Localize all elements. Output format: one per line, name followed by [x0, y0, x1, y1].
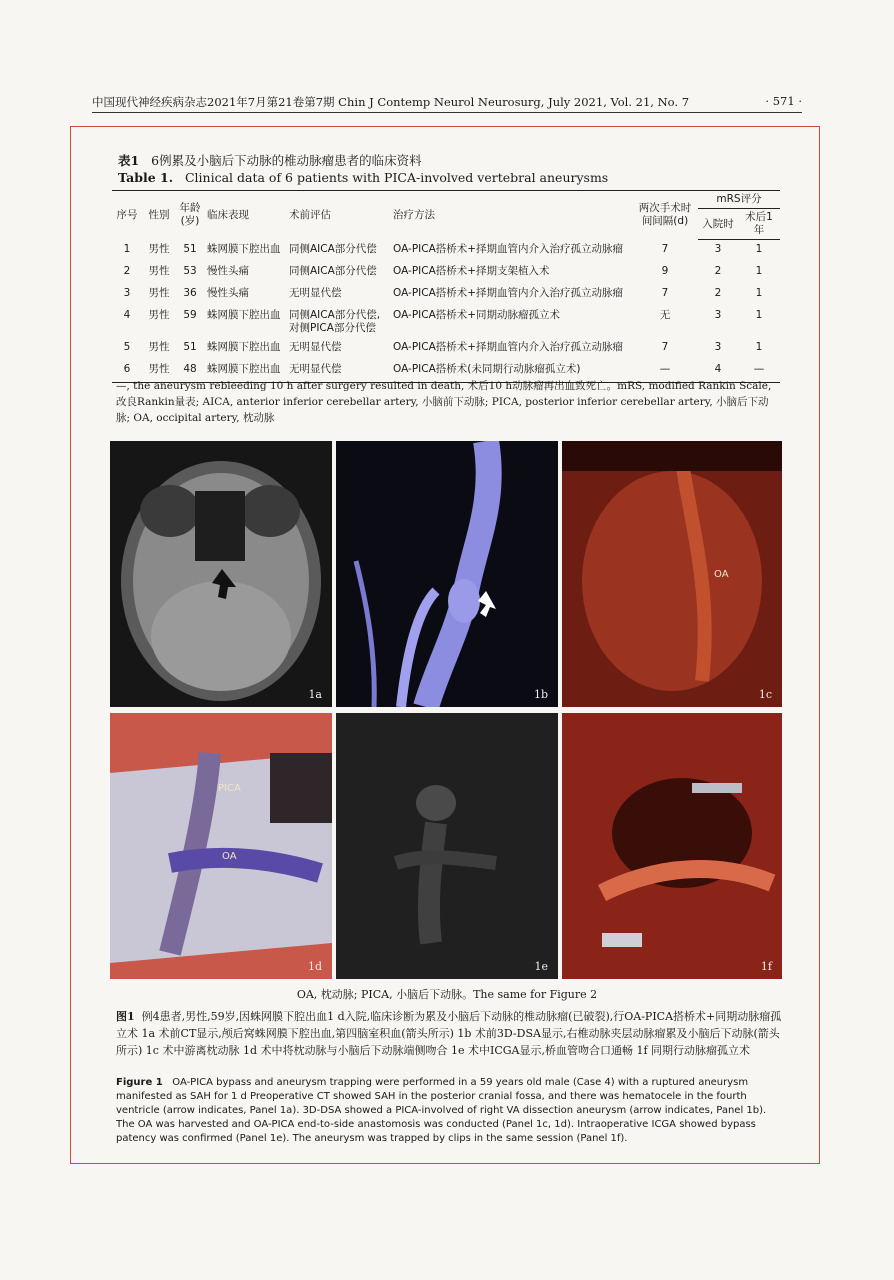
cell-mrs-post: 1	[755, 309, 763, 321]
cell-mrs-post: —	[738, 360, 780, 383]
table-row	[112, 240, 780, 263]
cell-treatment: OA-PICA搭桥术+择期支架植入术	[393, 265, 550, 277]
cell-interval: 7	[661, 287, 669, 299]
figure-panel-1a-ct	[110, 441, 332, 707]
cell-mrs-admit: 3	[714, 341, 722, 353]
cell-treatment: OA-PICA搭桥术+同期动脉瘤孤立术	[393, 309, 561, 321]
cell-mrs-post: 1	[755, 265, 763, 277]
cell-sex: 男性	[148, 309, 170, 321]
cell-clinical: 蛛网膜下腔出血	[204, 360, 286, 383]
cell-age: 53	[183, 265, 197, 277]
header-clinical: 临床表现	[204, 191, 286, 240]
figure-panel-1f-trapping	[562, 713, 782, 979]
cell-mrs-post: 1	[755, 341, 763, 353]
cell-interval: 7	[661, 341, 669, 353]
dsa-image	[336, 441, 558, 707]
cell-clinical: 慢性头痛	[207, 287, 249, 299]
table-title-en-text: Clinical data of 6 patients with PICA-involved vertebral aneurysms	[184, 170, 609, 185]
table-title-en	[118, 170, 608, 185]
header-sex: 性别	[142, 191, 176, 240]
cell-no: 4	[123, 309, 131, 321]
figure-label-en: Figure 1	[116, 1077, 163, 1088]
cell-mrs-admit: 2	[714, 287, 722, 299]
cell-sex: 男性	[148, 341, 170, 353]
cell-sex: 男性	[148, 242, 170, 255]
table-label-zh: 表1	[118, 153, 140, 168]
cell-no: 1	[123, 242, 131, 255]
cell-mrs-admit: 3	[714, 243, 722, 255]
cell-clinical: 蛛网膜下腔出血	[207, 309, 281, 321]
surgical-image-clips	[562, 713, 782, 979]
header-mrs: mRS评分	[698, 191, 780, 209]
label-oa: OA	[714, 569, 729, 580]
cell-age: 48	[176, 360, 204, 383]
figure-panel-1b-dsa	[336, 441, 558, 707]
table-title-zh-text: 6例累及小脑后下动脉的椎动脉瘤患者的临床资料	[151, 153, 422, 168]
table-row	[112, 262, 780, 284]
cell-treatment: OA-PICA搭桥术(未同期行动脉瘤孤立术)	[390, 360, 632, 383]
cell-clinical: 慢性头痛	[207, 265, 249, 277]
cell-age: 51	[183, 341, 197, 353]
journal-citation: 中国现代神经疾病杂志2021年7月第21卷第7期 Chin J Contemp Neurol Neurosurg, July 2021, Vol. 21, No. 7	[92, 95, 690, 109]
cell-clinical: 蛛网膜下腔出血	[207, 242, 281, 255]
figure-panel-1c-surgery	[562, 441, 782, 707]
table-title-zh	[118, 151, 422, 169]
cell-no: 5	[123, 341, 131, 353]
table-row	[112, 338, 780, 360]
figure-label-zh: 图1	[116, 1010, 135, 1023]
panel-label: 1e	[534, 960, 548, 973]
panel-label: 1b	[533, 688, 548, 701]
figure-caption-zh-text: 例4患者,男性,59岁,因蛛网膜下腔出血1 d入院,临床诊断为累及小脑后下动脉的椎动脉瘤(已破裂),行OA-PICA搭桥术+同期动脉瘤孤立术 1a 术前CT显示,颅后窝蛛网膜下腔出血,第四脑室积血(箭头所示) 1b 术前3D-DSA显示,右椎动脉夹层动脉瘤累及小脑后下动脉(箭头所示) 1c 术中游离枕动脉 1d 术中将枕动脉与小脑后下动脉端侧吻合 1e 术中ICGA显示,桥血管吻合口通畅 1f 同期行动脉瘤孤立术	[116, 1010, 782, 1057]
cell-preop: 无明显代偿	[289, 341, 342, 353]
cell-treatment: OA-PICA搭桥术+择期血管内介入治疗孤立动脉瘤	[393, 242, 624, 255]
header-treatment: 治疗方法	[390, 191, 632, 240]
figure-panel-1e-icga	[336, 713, 558, 979]
cell-preop: 无明显代偿	[289, 287, 342, 299]
surgical-image-oa	[562, 441, 782, 707]
cell-sex: 男性	[142, 360, 176, 383]
surgical-image-anastomosis	[110, 713, 332, 979]
cell-mrs-admit: 4	[698, 360, 738, 383]
cell-no: 3	[123, 287, 131, 299]
cell-no: 2	[123, 265, 131, 277]
table-row	[112, 284, 780, 306]
label-oa: OA	[222, 851, 237, 862]
cell-mrs-post: 1	[755, 287, 763, 299]
table-label-en: Table 1.	[118, 170, 174, 185]
cell-no: 6	[112, 360, 142, 383]
cell-preop: 同侧AICA部分代偿	[289, 242, 377, 255]
page-number: · 571 ·	[765, 94, 802, 108]
header-interval: 两次手术时间间隔(d)	[632, 191, 698, 240]
cell-age: 36	[183, 287, 197, 299]
label-pica: PICA	[218, 783, 241, 794]
cell-preop: 无明显代偿	[286, 360, 390, 383]
table-row	[112, 306, 780, 338]
cell-mrs-post: 1	[755, 243, 763, 255]
cell-interval: 无	[659, 309, 671, 321]
panel-label: 1a	[308, 688, 322, 701]
panel-label: 1f	[760, 960, 772, 973]
panel-label: 1c	[758, 688, 772, 701]
cell-age: 59	[183, 309, 197, 321]
running-head	[92, 94, 802, 113]
ct-scan-image	[110, 441, 332, 707]
cell-treatment: OA-PICA搭桥术+择期血管内介入治疗孤立动脉瘤	[393, 341, 624, 353]
figure-panel-1d-anastomosis	[110, 713, 332, 979]
cell-interval: 9	[661, 265, 669, 277]
header-mrs-admit: 入院时	[698, 209, 738, 240]
figure-caption-zh	[116, 1008, 782, 1059]
table-footnote: —, the aneurysm rebleeding 10 h after surgery resulted in death, 术后10 h动脉瘤再出血致死亡。mRS, modified Rankin Scale, 改良Rankin量表; AICA, anterior inferior cerebellar artery, 小脑前下动脉; PICA, posterior inferior cerebellar artery, 小脑后下动脉; OA, occipital artery, 枕动脉	[116, 380, 772, 424]
clinical-data-table	[112, 190, 780, 383]
cell-mrs-admit: 3	[714, 309, 722, 321]
figure-caption-en-text: OA-PICA bypass and aneurysm trapping were performed in a 59 years old male (Case 4) with a ruptured aneurysm manifested as SAH for 1 d Preoperative CT showed SAH in the posterior cranial fossa, and there was hematocele in the fourth ventricle (arrow indicates, Panel 1a). 3D-DSA showed a PICA-involved of right VA dissection aneurysm (arrow indicates, Panel 1b). The OA was harvested and OA-PICA end-to-side anastomosis was conducted (Panel 1c, 1d). Intraoperative ICGA showed bypass patency was confirmed (Panel 1e). The aneurysm was trapped by clips in the same session (Panel 1f).	[116, 1077, 767, 1144]
icga-image	[336, 713, 558, 979]
panel-label: 1d	[307, 960, 322, 973]
header-no: 序号	[112, 191, 142, 240]
cell-sex: 男性	[148, 265, 170, 277]
figure-caption-en	[116, 1076, 782, 1146]
cell-preop: 同侧AICA部分代偿	[289, 265, 377, 277]
cell-clinical: 蛛网膜下腔出血	[207, 341, 281, 353]
header-preop: 术前评估	[286, 191, 390, 240]
cell-sex: 男性	[148, 287, 170, 299]
cell-interval: 7	[661, 242, 669, 255]
cell-age: 51	[183, 242, 197, 255]
cell-treatment: OA-PICA搭桥术+择期血管内介入治疗孤立动脉瘤	[393, 287, 624, 299]
cell-mrs-admit: 2	[714, 265, 722, 277]
cell-interval: —	[632, 360, 698, 383]
figure-abbrev-note: OA, 枕动脉; PICA, 小脑后下动脉。The same for Figure 2	[296, 988, 598, 1001]
cell-preop: 同侧AICA部分代偿,对侧PICA部分代偿	[289, 309, 381, 334]
header-age: 年龄(岁)	[176, 191, 204, 240]
header-mrs-post: 术后1年	[738, 209, 780, 240]
